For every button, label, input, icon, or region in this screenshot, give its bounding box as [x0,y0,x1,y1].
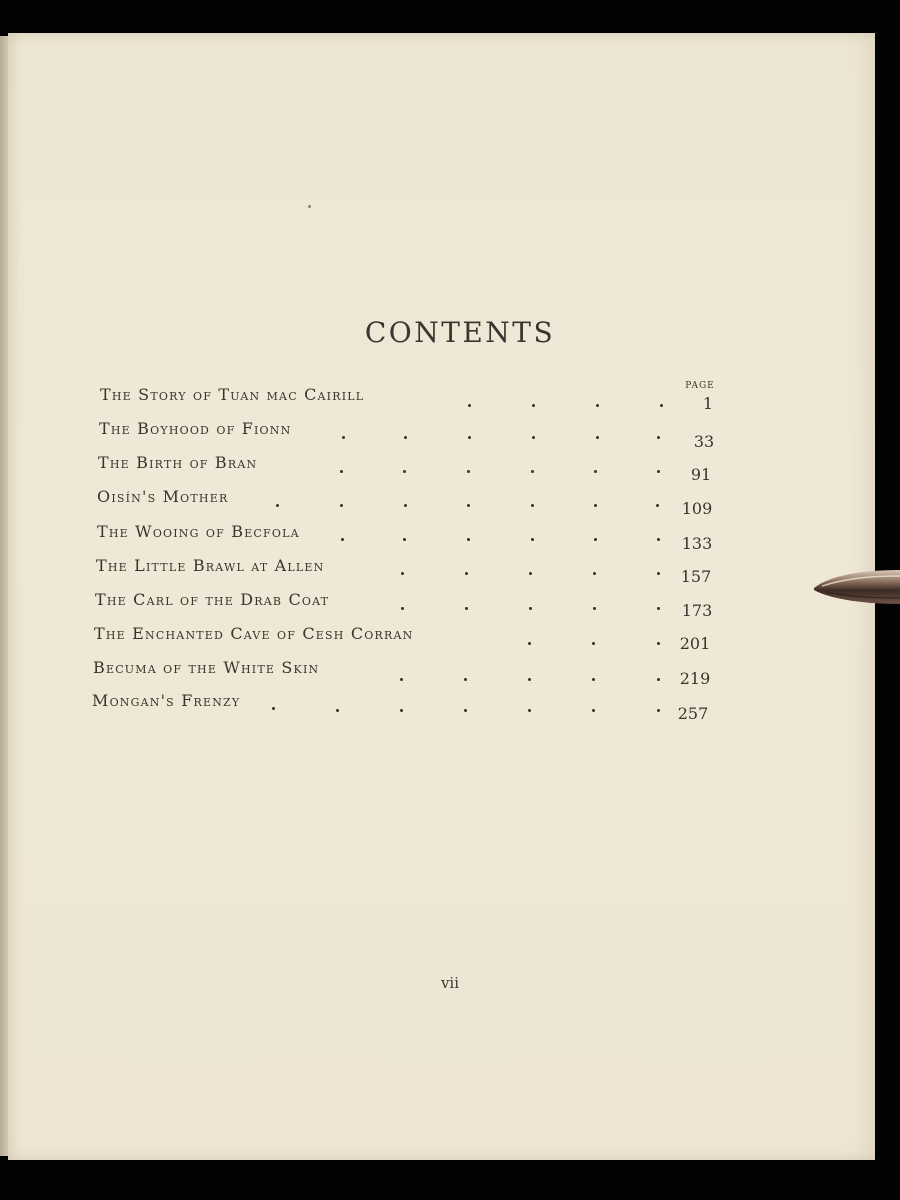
leader-dot [401,607,404,610]
leader-dot [465,572,468,575]
leader-dot [341,538,344,541]
toc-entry-page: 157 [680,567,712,586]
leader-dot [657,642,660,645]
leader-dot [532,404,535,407]
leader-dot [528,642,531,645]
leader-dot [342,436,345,439]
leader-dot [531,538,534,541]
toc-entry-page: 257 [677,704,709,723]
toc-entry-title: The Birth of Bran [98,453,258,472]
toc-entry[interactable] [93,658,713,688]
toc-entry[interactable] [99,419,719,451]
leader-dot [657,538,660,541]
leader-dot [468,404,471,407]
leader-dot [529,607,532,610]
toc-entry-page: 133 [681,534,713,553]
toc-entry-title: The Enchanted Cave of Cesh Corran [94,624,414,643]
toc-entry-page: 219 [679,669,711,688]
toc-entry[interactable] [92,691,712,723]
leader-dot [404,504,407,507]
leader-dot [528,678,531,681]
page-folio: vii [440,974,460,992]
leader-dot [401,572,404,575]
page-clip [812,564,900,608]
toc-entry-page: 91 [690,465,712,484]
leader-dot [340,504,343,507]
toc-entry-title: The Story of Tuan mac Cairill [100,385,365,404]
leader-dot [468,436,471,439]
leader-dot [464,678,467,681]
leader-dot [657,436,660,439]
toc-entry[interactable] [96,556,716,586]
leader-dot [400,678,403,681]
leader-dot [593,572,596,575]
leader-dot [464,709,467,712]
leader-dot [336,709,339,712]
leader-dot [404,436,407,439]
leader-dot [660,404,663,407]
leader-dot [403,470,406,473]
toc-entry[interactable] [95,590,715,620]
leader-dot [467,504,470,507]
leader-dot [656,504,659,507]
leader-dot [531,470,534,473]
leader-dot [529,572,532,575]
leader-dot [594,470,597,473]
leader-dot [657,607,660,610]
leader-dot [592,709,595,712]
leader-dot [657,678,660,681]
page-column-heading: PAGE [685,381,715,391]
toc-entry-title: Mongan's Frenzy [92,691,241,710]
toc-entry[interactable] [97,487,717,518]
leader-dot [657,572,660,575]
toc-entry-title: The Wooing of Becfola [97,522,300,541]
toc-entry[interactable] [100,385,720,413]
leader-dot [465,607,468,610]
leader-dot [592,678,595,681]
leader-dot [593,607,596,610]
toc-entry-title: The Boyhood of Fionn [99,419,292,438]
toc-entry-title: The Carl of the Drab Coat [95,590,330,609]
leader-dot [528,709,531,712]
leader-dot [594,538,597,541]
leader-dot [340,470,343,473]
toc-entry[interactable] [97,522,717,553]
leader-dot [532,436,535,439]
toc-entry-title: Becuma of the White Skin [93,658,320,677]
toc-entry[interactable] [94,624,714,653]
toc-entry-page: 201 [679,634,711,653]
paper-speck [308,205,311,208]
leader-dot [276,504,279,507]
leader-dot [594,504,597,507]
leader-dot [272,707,275,710]
toc-entry-title: The Little Brawl at Allen [96,556,325,575]
toc-entry-page: 173 [681,601,713,620]
toc-entry-title: Oisín's Mother [97,487,229,506]
toc-entry-page: 33 [693,432,715,451]
leader-dot [467,538,470,541]
contents-heading: CONTENTS [364,316,556,349]
toc-entry-page: 109 [681,499,713,518]
toc-entry[interactable] [98,453,718,484]
leader-dot [400,709,403,712]
leader-dot [657,470,660,473]
leader-dot [657,709,660,712]
toc-entry-page: 1 [702,394,714,413]
leader-dot [403,538,406,541]
leader-dot [592,642,595,645]
leader-dot [531,504,534,507]
leader-dot [596,436,599,439]
leader-dot [467,470,470,473]
leader-dot [596,404,599,407]
